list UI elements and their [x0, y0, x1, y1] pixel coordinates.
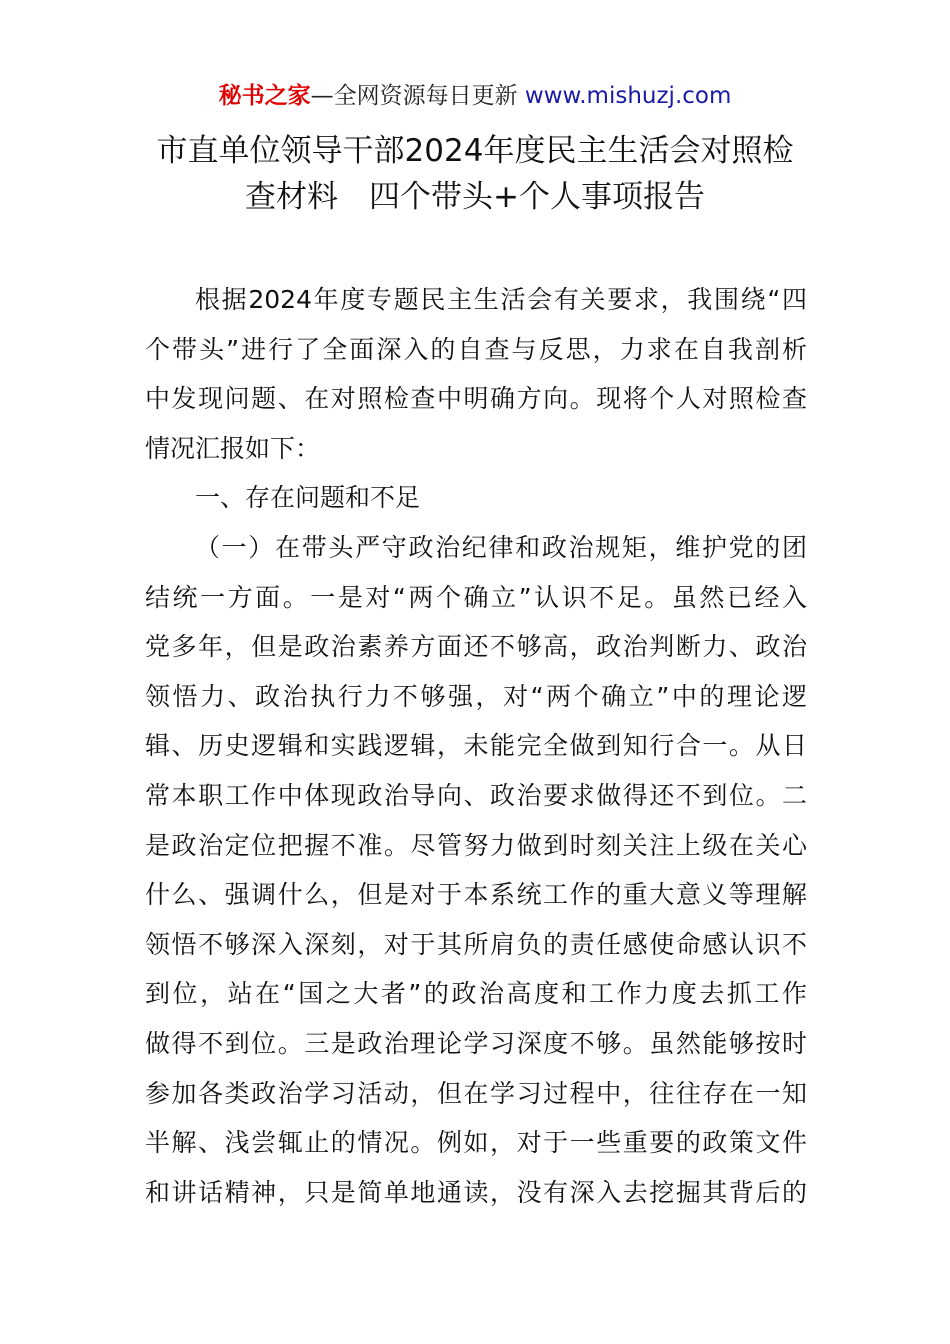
paragraph-line: 参加各类政治学习活动，但在学习过程中，往往存在一知 [145, 1078, 807, 1108]
section-heading [145, 473, 807, 523]
title-line-2: 查材料 四个带头+个人事项报告 [245, 179, 705, 215]
intro-line: 中发现问题、在对照检查中明确方向。现将个人对照检查 [145, 384, 807, 414]
watermark-url: www.mishuzj.com [524, 83, 732, 109]
title-line-1: 市直单位领导干部2024年度民主生活会对照检 [156, 133, 794, 169]
section-1-item-1-paragraph [145, 523, 807, 1217]
paragraph-line: （一）在带头严守政治纪律和政治规矩，维护党的团 [195, 532, 807, 562]
intro-line: 个带头”进行了全面深入的自查与反思，力求在自我剖析 [145, 334, 807, 364]
paragraph-line: 半解、浅尝辄止的情况。例如，对于一些重要的政策文件 [145, 1128, 807, 1158]
paragraph-line: 到位，站在“国之大者”的政治高度和工作力度去抓工作 [145, 979, 807, 1009]
paragraph-line: 党多年，但是政治素养方面还不够高，政治判断力、政治 [145, 632, 807, 662]
intro-line: 情况汇报如下： [145, 433, 321, 463]
paragraph-line: 常本职工作中体现政治导向、政治要求做得还不到位。二 [145, 780, 807, 810]
watermark-brand: 秘书之家 [218, 83, 311, 109]
paragraph-line: 领悟力、政治执行力不够强，对“两个确立”中的理论逻 [145, 681, 807, 711]
paragraph-line: 和讲话精神，只是简单地通读，没有深入去挖掘其背后的 [145, 1177, 807, 1207]
watermark-slogan: —全网资源每日更新 [310, 83, 518, 109]
paragraph-line: 结统一方面。一是对“两个确立”认识不足。虽然已经入 [145, 582, 807, 612]
paragraph-line: 是政治定位把握不准。尽管努力做到时刻关注上级在关心 [145, 830, 807, 860]
intro-line: 根据2024年度专题民主生活会有关要求，我围绕“四 [195, 285, 807, 314]
paragraph-line: 辑、历史逻辑和实践逻辑，未能完全做到知行合一。从日 [145, 731, 807, 761]
section-1-heading: 一、存在问题和不足 [195, 483, 421, 513]
intro-paragraph [145, 275, 807, 473]
document-body [145, 275, 807, 1217]
paragraph-line: 领悟不够深入深刻，对于其所肩负的责任感使命感认识不 [145, 929, 807, 959]
site-watermark [0, 80, 950, 112]
paragraph-line: 什么、强调什么，但是对于本系统工作的重大意义等理解 [145, 880, 807, 910]
paragraph-line: 做得不到位。三是政治理论学习深度不够。虽然能够按时 [145, 1028, 807, 1058]
document-title [120, 128, 830, 220]
